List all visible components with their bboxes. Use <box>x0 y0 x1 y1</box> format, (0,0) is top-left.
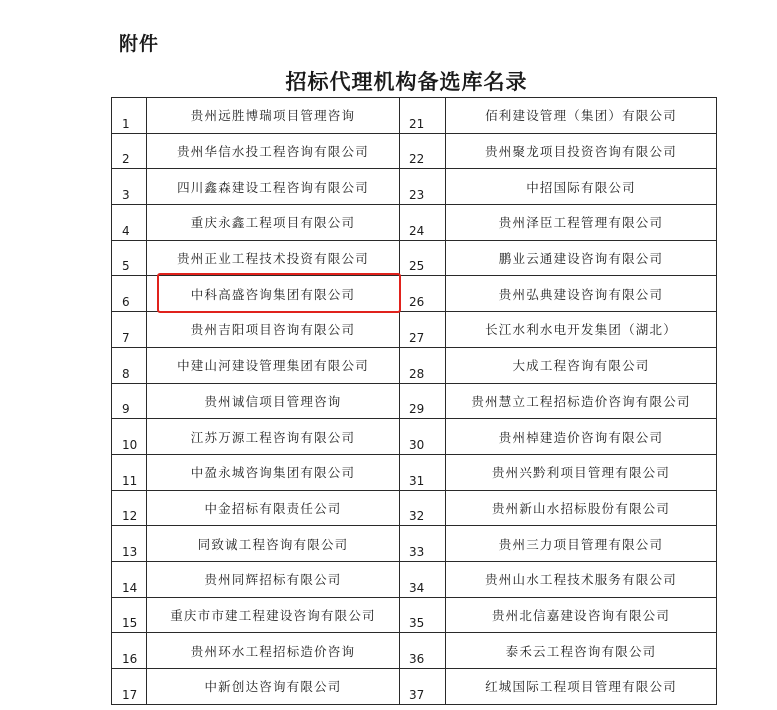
table-row <box>112 561 717 597</box>
row-number-left: 5 <box>112 240 147 276</box>
row-number-left: 13 <box>112 526 147 562</box>
table-row <box>112 633 717 669</box>
agency-roster-table <box>111 97 717 705</box>
row-number-right: 37 <box>400 669 446 705</box>
table-row <box>112 597 717 633</box>
agency-name-right: 贵州山水工程技术服务有限公司 <box>446 561 717 597</box>
agency-name-left: 中盈永城咨询集团有限公司 <box>147 454 400 490</box>
row-number-left: 1 <box>112 98 147 134</box>
table-row <box>112 133 717 169</box>
agency-name-left: 中建山河建设管理集团有限公司 <box>147 347 400 383</box>
agency-name-right: 大成工程咨询有限公司 <box>446 347 717 383</box>
agency-name-right: 佰利建设管理（集团）有限公司 <box>446 98 717 134</box>
table-row <box>112 312 717 348</box>
agency-name-left: 贵州远胜博瑞项目管理咨询 <box>147 98 400 134</box>
table-row <box>112 169 717 205</box>
agency-name-left: 重庆永鑫工程项目有限公司 <box>147 205 400 241</box>
row-number-left: 10 <box>112 419 147 455</box>
row-number-right: 24 <box>400 205 446 241</box>
roster-body <box>112 98 717 705</box>
row-number-left: 14 <box>112 561 147 597</box>
row-number-right: 35 <box>400 597 446 633</box>
row-number-right: 21 <box>400 98 446 134</box>
table-row <box>112 205 717 241</box>
agency-name-left: 贵州诚信项目管理咨询 <box>147 383 400 419</box>
row-number-right: 31 <box>400 454 446 490</box>
row-number-left: 2 <box>112 133 147 169</box>
agency-name-right: 鹏业云通建设咨询有限公司 <box>446 240 717 276</box>
agency-name-right: 贵州弘典建设咨询有限公司 <box>446 276 717 312</box>
table-row <box>112 347 717 383</box>
agency-name-right: 贵州棹建造价咨询有限公司 <box>446 419 717 455</box>
agency-name-left: 贵州吉阳项目咨询有限公司 <box>147 312 400 348</box>
row-number-right: 28 <box>400 347 446 383</box>
row-number-left: 12 <box>112 490 147 526</box>
attachment-label: 附件 <box>119 33 160 55</box>
agency-name-left: 中科高盛咨询集团有限公司 <box>147 276 400 312</box>
row-number-left: 4 <box>112 205 147 241</box>
row-number-left: 6 <box>112 276 147 312</box>
agency-name-left: 贵州华信水投工程咨询有限公司 <box>147 133 400 169</box>
agency-name-left: 贵州同辉招标有限公司 <box>147 561 400 597</box>
agency-name-right: 长江水利水电开发集团（湖北） <box>446 312 717 348</box>
row-number-right: 27 <box>400 312 446 348</box>
row-number-right: 29 <box>400 383 446 419</box>
agency-name-right: 贵州新山水招标股份有限公司 <box>446 490 717 526</box>
table-row <box>112 454 717 490</box>
agency-name-right: 贵州聚龙项目投资咨询有限公司 <box>446 133 717 169</box>
agency-name-left: 重庆市市建工程建设咨询有限公司 <box>147 597 400 633</box>
row-number-right: 22 <box>400 133 446 169</box>
agency-name-left: 贵州正业工程技术投资有限公司 <box>147 240 400 276</box>
row-number-left: 7 <box>112 312 147 348</box>
row-number-right: 34 <box>400 561 446 597</box>
agency-name-right: 贵州兴黔利项目管理有限公司 <box>446 454 717 490</box>
table-row <box>112 383 717 419</box>
agency-name-left: 四川鑫森建设工程咨询有限公司 <box>147 169 400 205</box>
row-number-left: 9 <box>112 383 147 419</box>
agency-name-right: 泰禾云工程咨询有限公司 <box>446 633 717 669</box>
agency-name-left: 江苏万源工程咨询有限公司 <box>147 419 400 455</box>
row-number-right: 36 <box>400 633 446 669</box>
row-number-left: 3 <box>112 169 147 205</box>
row-number-left: 11 <box>112 454 147 490</box>
agency-name-left: 中金招标有限责任公司 <box>147 490 400 526</box>
agency-name-right: 贵州三力项目管理有限公司 <box>446 526 717 562</box>
agency-name-right: 贵州泽臣工程管理有限公司 <box>446 205 717 241</box>
table-row <box>112 276 717 312</box>
table-row <box>112 240 717 276</box>
agency-name-right: 红城国际工程项目管理有限公司 <box>446 669 717 705</box>
agency-name-left: 中新创达咨询有限公司 <box>147 669 400 705</box>
agency-name-right: 中招国际有限公司 <box>446 169 717 205</box>
table-row <box>112 526 717 562</box>
row-number-right: 26 <box>400 276 446 312</box>
row-number-right: 25 <box>400 240 446 276</box>
row-number-left: 17 <box>112 669 147 705</box>
row-number-left: 8 <box>112 347 147 383</box>
row-number-right: 32 <box>400 490 446 526</box>
agency-name-left: 同致诚工程咨询有限公司 <box>147 526 400 562</box>
document-title: 招标代理机构备选库名录 <box>285 70 528 94</box>
agency-name-left: 贵州环水工程招标造价咨询 <box>147 633 400 669</box>
agency-name-right: 贵州北信嘉建设咨询有限公司 <box>446 597 717 633</box>
row-number-right: 23 <box>400 169 446 205</box>
row-number-left: 15 <box>112 597 147 633</box>
table-row <box>112 98 717 134</box>
table-row <box>112 490 717 526</box>
table-row <box>112 419 717 455</box>
row-number-right: 33 <box>400 526 446 562</box>
row-number-right: 30 <box>400 419 446 455</box>
agency-name-right: 贵州慧立工程招标造价咨询有限公司 <box>446 383 717 419</box>
table-row <box>112 669 717 705</box>
row-number-left: 16 <box>112 633 147 669</box>
